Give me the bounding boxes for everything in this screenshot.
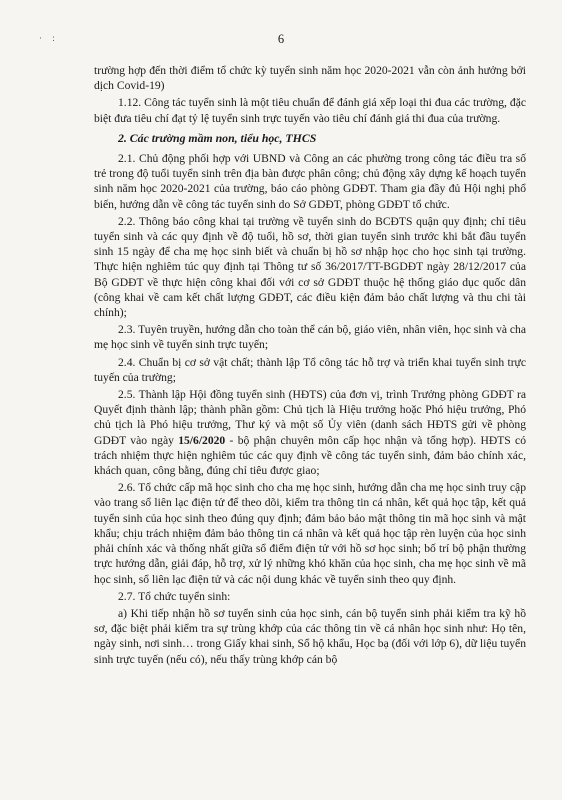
paragraph: 2.6. Tổ chức cấp mã học sinh cho cha mẹ học sinh, hướng dẫn cha mẹ học sinh truy cập vào trang sổ liên lạc điện tử để theo dõi, kiểm tra thông tin cá nhân, kết quả học tập, kết quả tuyển sinh của học sinh theo đúng quy định; đảm bảo bảo mật thông tin mã học sinh và mật khẩu; chịu trách nhiệm đảm bảo thông tin cá nhân và kết quả học tập rèn luyện của học sinh phải chính xác và thống nhất giữa sổ điểm điện tử với hồ sơ học sinh; bố trí bộ phận thường trực hướng dẫn, giải đáp, hỗ trợ, xử lý những khó khăn của học sinh, cha mẹ học sinh về mã học sinh, sổ liên lạc điện tử và các nội dung khác về tuyển sinh theo quy định. <box>94 481 526 586</box>
page-number: 6 <box>277 32 285 46</box>
paragraph: a) Khi tiếp nhận hồ sơ tuyển sinh của học sinh, cán bộ tuyển sinh phải kiểm tra kỹ hồ sơ, đặc biệt phải kiểm tra sự trùng khớp của các thông tin về cá nhân học sinh như: Họ tên, ngày sinh, nơi sinh… trong Giấy khai sinh, Sổ hộ khẩu, Học bạ (đối với lớp 6), dữ liệu tuyển sinh trực tuyến (nếu có), nếu thấy trùng khớp cán bộ <box>94 606 526 666</box>
paragraph: 2.2. Thông báo công khai tại trường về tuyển sinh do BCĐTS quận quy định; chỉ tiêu tuyển sinh và các quy định về độ tuổi, hồ sơ, thời gian tuyển sinh trước khi bắt đầu tuyển sinh 15 ngày để cha mẹ học sinh biết và chuẩn bị hồ sơ nhập học cho học sinh tại trường. Thực hiện nghiêm túc quy định tại Thông tư số 36/2017/TT-BGDĐT ngày 28/12/2017 của Bộ GDĐT về thực hiện công khai đối với cơ sở GDĐT thuộc hệ thống giáo dục quốc dân (công khai về cam kết chất lượng GDĐT, các điều kiện đảm bảo chất lượng và thu chi tài chính); <box>94 214 526 320</box>
margin-mark: · : <box>39 33 59 43</box>
paragraph: 2.7. Tổ chức tuyển sinh: <box>118 589 231 603</box>
section-heading: 2. Các trường mầm non, tiểu học, THCS <box>118 130 317 145</box>
paragraph-text: - bộ phận chuyên môn cấp học nhận và tổng hợp). HĐTS có trách nhiệm thực hiện nghiêm túc các quy định về công tác tuyển sinh, đảm bảo chính xác, khách quan, công bằng, đúng chỉ tiêu được giao; <box>94 433 526 478</box>
paragraph: 1.12. Công tác tuyển sinh là một tiêu chuẩn để đánh giá xếp loại thi đua các trường, đặc biệt đưa tiêu chí đạt tỷ lệ tuyển sinh trực tuyến vào tiêu chí đánh giá thi đua của trường. <box>94 96 526 125</box>
bold-date: 15/6/2020 <box>178 433 226 447</box>
paragraph-text: 2.5. Thành lập Hội đồng tuyển sinh (HĐTS) của đơn vị, trình Trưởng phòng GDĐT ra Quyết định thành lập; thành phần gồm: Chủ tịch là Hiệu trưởng hoặc Phó hiệu trưởng, Phó chủ tịch là Phó hiệu trưởng, Thư ký và một số Ủy viên (danh sách HĐTS gửi về phòng GDĐT vào ngày <box>94 388 526 447</box>
paragraph: 2.1. Chủ động phối hợp với UBND và Công an các phường trong công tác điều tra số trẻ trong độ tuổi tuyển sinh trên địa bàn được phân công; chủ động xây dựng kế hoạch tuyển sinh năm học 2020-2021 của trường, báo cáo phòng GDĐT. Tham gia đầy đủ Hội nghị phổ biến, hướng dẫn về công tác tuyển sinh do Sở GDĐT, phòng GDĐT tổ chức. <box>94 152 526 211</box>
paragraph <box>94 387 526 478</box>
document-body <box>94 63 526 669</box>
paragraph: 2.4. Chuẩn bị cơ sở vật chất; thành lập Tổ công tác hỗ trợ và triển khai tuyển sinh trực tuyến của trường; <box>94 355 526 384</box>
paragraph: 2.3. Tuyên truyền, hướng dẫn cho toàn thể cán bộ, giáo viên, nhân viên, học sinh và cha mẹ học sinh về tuyển sinh trực tuyến; <box>94 323 526 352</box>
paragraph: trường hợp đến thời điểm tổ chức kỳ tuyển sinh năm học 2020-2021 vẫn còn ảnh hưởng bởi dịch Covid-19) <box>94 64 526 93</box>
